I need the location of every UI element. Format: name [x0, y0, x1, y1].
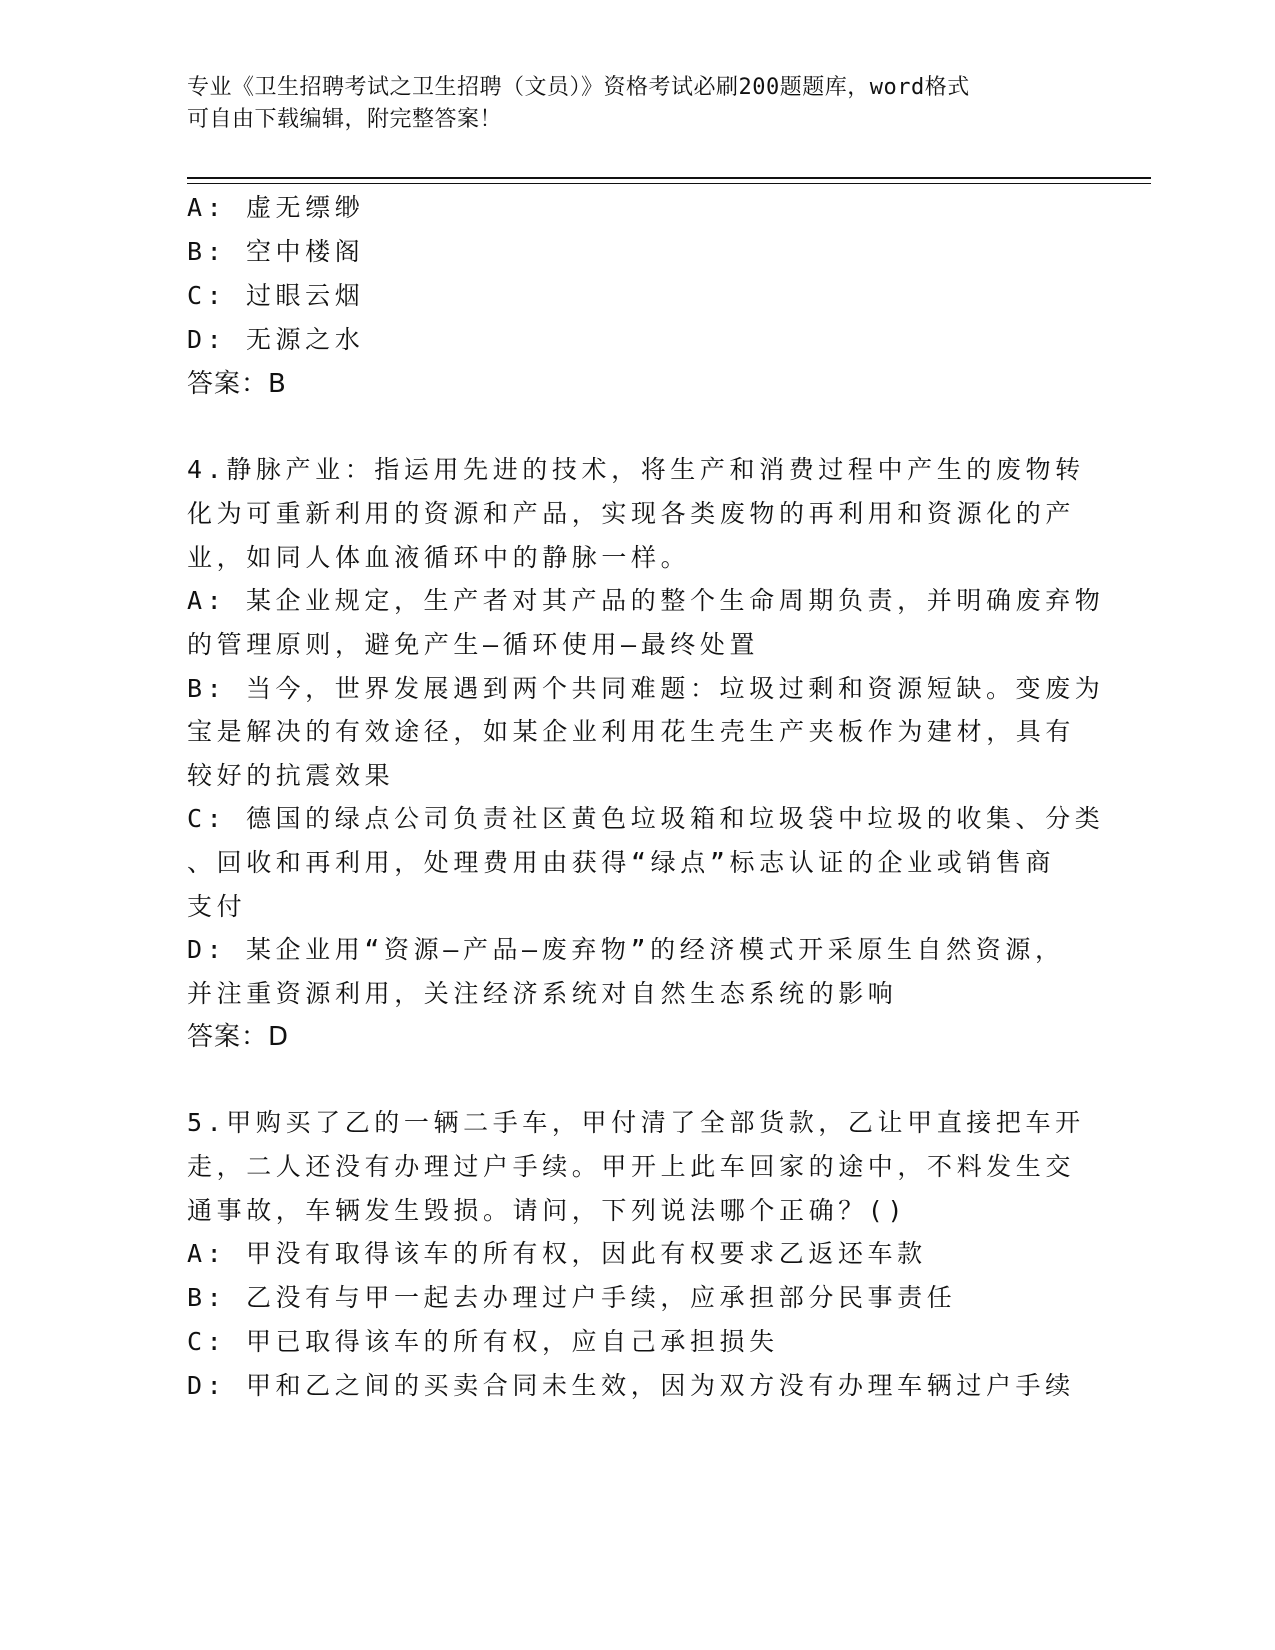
- q4-stem-line-2: 化为可重新利用的资源和产品，实现各类废物的再利用和资源化的产: [187, 499, 1076, 528]
- q4-option-c-line-1: C: 德国的绿点公司负责社区黄色垃圾箱和垃圾袋中垃圾的收集、分类: [187, 804, 1105, 833]
- q4-option-a-line-2: 的管理原则，避免产生—循环使用—最终处置: [187, 630, 760, 659]
- q4-option-b-line-2: 宝是解决的有效途径，如某企业利用花生壳生产夹板作为建材，具有: [187, 717, 1076, 746]
- q5-option-b: B: 乙没有与甲一起去办理过户手续，应承担部分民事责任: [187, 1283, 957, 1312]
- q5-stem-line-1: 5.甲购买了乙的一辆二手车，甲付清了全部货款，乙让甲直接把车开: [187, 1108, 1085, 1137]
- q3-option-c: C: 过眼云烟: [187, 281, 365, 310]
- q5-stem-line-2: 走，二人还没有办理过户手续。甲开上此车回家的途中，不料发生交: [187, 1152, 1076, 1181]
- q4-stem-line-1: 4.静脉产业：指运用先进的技术，将生产和消费过程中产生的废物转: [187, 455, 1085, 484]
- q5-stem-line-3: 通事故，车辆发生毁损。请问，下列说法哪个正确？(): [187, 1196, 908, 1225]
- q3-option-b: B: 空中楼阁: [187, 237, 365, 266]
- q4-option-d-line-1: D: 某企业用“资源—产品—废弃物”的经济模式开采原生自然资源，: [187, 935, 1065, 964]
- q3-option-a: A: 虚无缥缈: [187, 193, 365, 222]
- header-line-2: 可自由下载编辑，附完整答案！: [187, 107, 503, 132]
- q5-option-c: C: 甲已取得该车的所有权，应自己承担损失: [187, 1327, 779, 1356]
- q4-option-b-line-3: 较好的抗震效果: [187, 761, 395, 790]
- q4-option-c-line-2: 、回收和再利用，处理费用由获得“绿点”标志认证的企业或销售商: [187, 848, 1056, 877]
- q4-answer: 答案：D: [187, 1022, 290, 1052]
- document-header: [187, 72, 1067, 136]
- header-line-1: 专业《卫生招聘考试之卫生招聘（文员）》资格考试必刷200题题库，word格式: [187, 75, 970, 100]
- q3-option-d: D: 无源之水: [187, 325, 365, 354]
- q4-option-a-line-1: A: 某企业规定，生产者对其产品的整个生命周期负责，并明确废弃物: [187, 586, 1105, 615]
- q3-answer: 答案：B: [187, 369, 287, 399]
- q4-option-d-line-2: 并注重资源利用，关注经济系统对自然生态系统的影响: [187, 979, 898, 1008]
- q4-stem-line-3: 业，如同人体血液循环中的静脉一样。: [187, 543, 691, 572]
- header-divider-thin: [187, 183, 1151, 184]
- q4-option-b-line-1: B: 当今，世界发展遇到两个共同难题：垃圾过剩和资源短缺。变废为: [187, 674, 1105, 703]
- q5-option-d: D: 甲和乙之间的买卖合同未生效，因为双方没有办理车辆过户手续: [187, 1371, 1075, 1400]
- header-divider-thick: [187, 177, 1151, 179]
- q5-option-a: A: 甲没有取得该车的所有权，因此有权要求乙返还车款: [187, 1239, 927, 1268]
- q4-option-c-line-3: 支付: [187, 892, 247, 921]
